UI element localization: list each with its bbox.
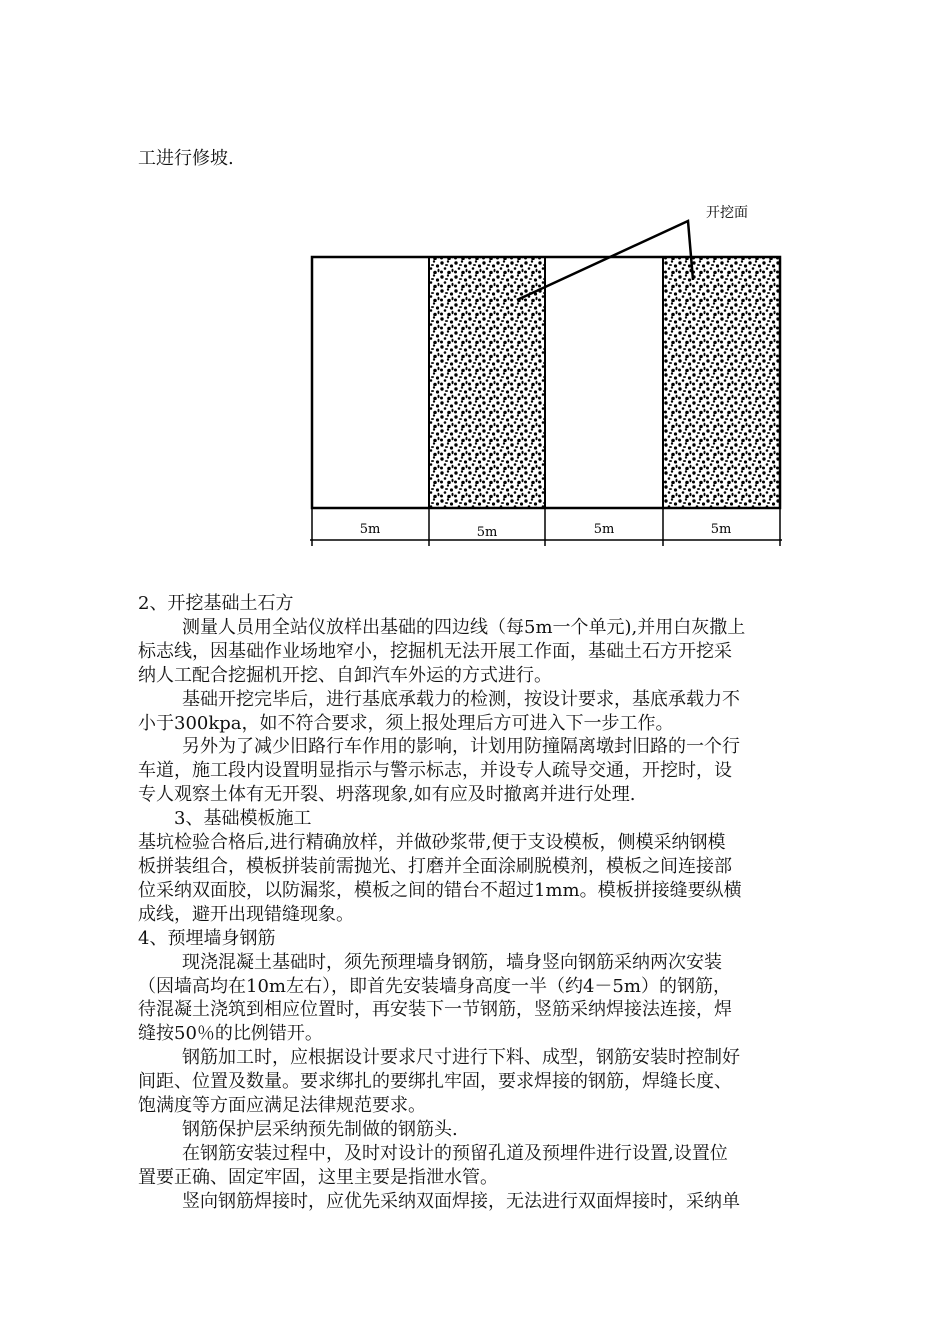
dimension-label: 5m xyxy=(359,522,381,537)
text-line: 基础开挖完毕后，进行基底承载力的检测，按设计要求，基底承载力不 xyxy=(182,688,740,710)
text-line: 位采纳双面胶，以防漏浆，模板之间的错台不超过1mm。模板拼接缝要纵横 xyxy=(138,879,742,901)
text-line: 饱满度等方面应满足法律规范要求。 xyxy=(138,1095,426,1117)
callout-label: 开挖面 xyxy=(706,205,748,221)
text-line: 3、基础模板施工 xyxy=(174,808,312,830)
text-line: 竖向钢筋焊接时，应优先采纳双面焊接，无法进行双面焊接时，采纳单 xyxy=(182,1190,740,1212)
text-line: 4、预埋墙身钢筋 xyxy=(138,927,276,949)
text-line: 纳人工配合挖掘机开挖、自卸汽车外运的方式进行。 xyxy=(138,664,552,686)
dimension-label: 5m xyxy=(710,522,732,537)
text-line: 2、开挖基础土石方 xyxy=(138,593,294,614)
text-line: 标志线，因基础作业场地窄小，挖掘机无法开展工作面，基础土石方开挖采 xyxy=(138,640,732,662)
excavated-strip-4 xyxy=(663,258,780,508)
dimension-label: 5m xyxy=(593,522,615,537)
dimension-label: 5m xyxy=(476,525,498,540)
text-line: 钢筋加工时，应根据设计要求尺寸进行下料、成型，钢筋安装时控制好 xyxy=(182,1047,740,1069)
text-line: 板拼装组合，模板拼装前需抛光、打磨并全面涂刷脱模剂，模板之间连接部 xyxy=(138,855,732,877)
excavation-diagram xyxy=(300,190,800,560)
text-line: 基坑检验合格后,进行精确放样，并做砂浆带,便于支设模板，侧模采纳钢模 xyxy=(138,832,726,854)
text-line: 缝按50％的比例错开。 xyxy=(138,1023,323,1045)
text-line: 置要正确、固定牢固，这里主要是指泄水管。 xyxy=(138,1166,498,1188)
text-line: 车道，施工段内设置明显指示与警示标志，并设专人疏导交通，开挖时，设 xyxy=(138,760,732,782)
body-text xyxy=(138,592,888,1214)
text-line: 钢筋保护层采纳预先制做的钢筋头. xyxy=(182,1118,458,1140)
text-line: 成线，避开出现错缝现象。 xyxy=(138,903,354,925)
text-line: 现浇混凝土基础时，须先预理墙身钢筋，墙身竖向钢筋采纳两次安装 xyxy=(182,951,722,973)
text-line: 待混凝土浇筑到相应位置时，再安装下一节钢筋，竖筋采纳焊接法连接，焊 xyxy=(138,999,732,1021)
text-line: 专人观察土体有无开裂、坍落现象,如有应及时撤离并进行处理. xyxy=(138,784,636,806)
text-line: 测量人员用全站仪放样出基础的四边线（每5m一个单元),并用白灰撒上 xyxy=(182,616,746,638)
intro-line: 工进行修坡. xyxy=(138,148,234,169)
text-line: 另外为了减少旧路行车作用的影响，计划用防撞隔离墩封旧路的一个行 xyxy=(182,736,740,758)
text-line: （因墙高均在10m左右），即首先安装墙身高度一半（约4－5m）的钢筋， xyxy=(138,975,731,997)
text-line: 在钢筋安装过程中，及时对设计的预留孔道及预埋件进行设置,设置位 xyxy=(182,1142,728,1164)
text-line: 小于300kpa，如不符合要求，须上报处理后方可进入下一步工作。 xyxy=(138,712,674,734)
text-line: 间距、位置及数量。要求绑扎的要绑扎牢固，要求焊接的钢筋，焊缝长度、 xyxy=(138,1071,732,1093)
